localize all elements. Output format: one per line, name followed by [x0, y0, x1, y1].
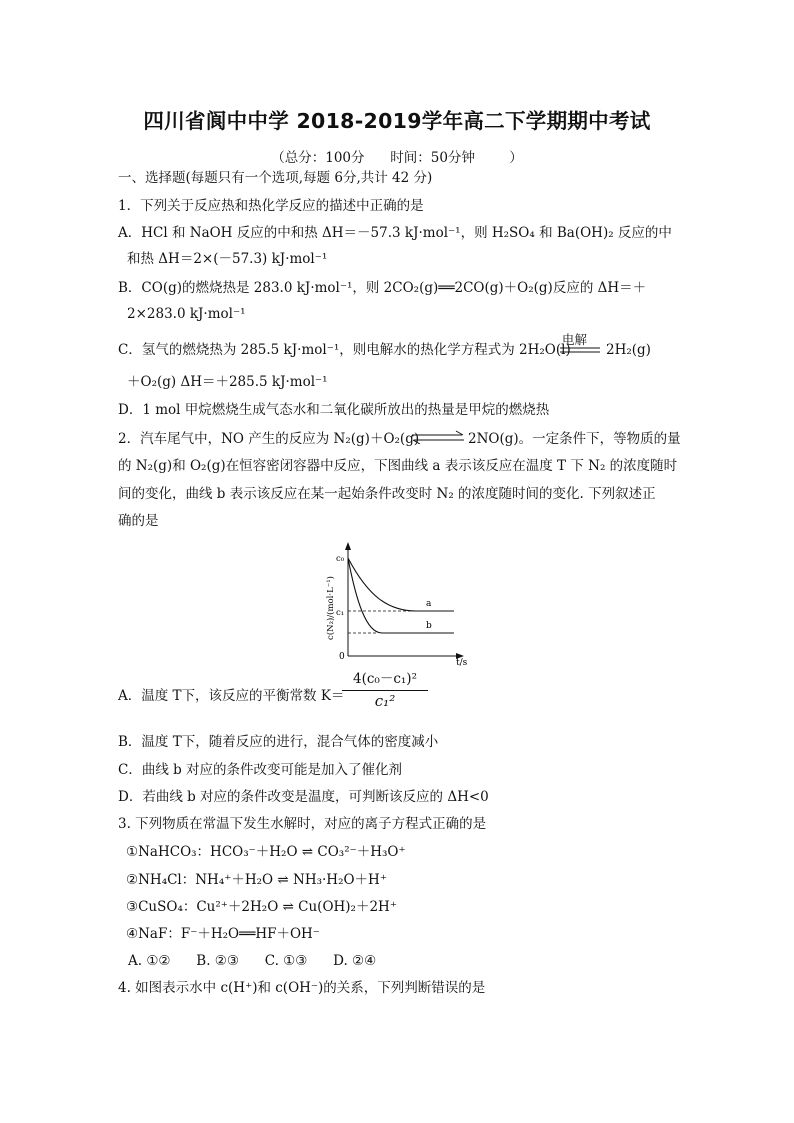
q3-item-4: ④NaF：F⁻＋H₂O══HF＋OH⁻ — [126, 926, 320, 942]
y-tick-c0: c₀ — [336, 554, 345, 564]
section-heading: 一、选择题(每题只有一个选项,每题 6分,共计 42 分) — [118, 170, 433, 186]
q1-option-a-line1: A．HCl 和 NaOH 反应的中和热 ΔH＝－57.3 kJ·mol⁻¹，则 H₂SO₄ 和 Ba(OH)₂ 反应的中 — [118, 225, 672, 241]
q3-choices: A. ①② B. ②③ C. ①③ D. ②④ — [128, 953, 377, 969]
y-axis-arrow-icon — [345, 542, 351, 550]
q2-line1-end: 2NO(g)。一定条件下，等物质的量 — [468, 431, 681, 447]
q1-option-c-line1: C．氢气的燃烧热为 285.5 kJ·mol⁻¹，则电解水的热化学方程式为 2H₂O(l) — [118, 342, 571, 358]
q2-option-d: D．若曲线 b 对应的条件改变是温度，可判断该反应的 ΔH<0 — [118, 789, 489, 805]
q3-item-3: ③CuSO₄：Cu²⁺＋2H₂O ⇌ Cu(OH)₂＋2H⁺ — [126, 899, 397, 915]
q2-line3: 间的变化，曲线 b 表示该反应在某一起始条件改变时 N₂ 的浓度随时间的变化. 下列叙述正 — [118, 486, 656, 502]
electrolysis-equal-sign — [558, 346, 602, 354]
q2-line2: 的 N₂(g)和 O₂(g)在恒容密闭容器中反应，下图曲线 a 表示该反应在温度 T 下 N₂ 的浓度随时 — [118, 458, 678, 474]
q1-stem: 1．下列关于反应热和热化学反应的描述中正确的是 — [118, 198, 424, 214]
electrolysis-label: 电解 — [562, 332, 588, 347]
x-axis-label: t/s — [456, 658, 468, 668]
q2-line4: 确的是 — [118, 513, 159, 529]
q3-stem: 3. 下列物质在常温下发生水解时，对应的离子方程式正确的是 — [118, 816, 487, 832]
fraction-numerator: 4(c₀－c₁)² — [353, 671, 417, 687]
fraction-denominator: c₁² — [374, 692, 396, 710]
curve-b — [348, 558, 454, 633]
q2-line1: 2．汽车尾气中，NO 产生的反应为 N₂(g)＋O₂(g) — [118, 431, 420, 447]
y-tick-c1: c₁ — [336, 608, 345, 618]
curve-a — [348, 558, 454, 611]
q1-option-b-line2: 2×283.0 kJ·mol⁻¹ — [127, 306, 246, 322]
origin-label: 0 — [339, 652, 345, 662]
q3-item-2: ②NH₄Cl：NH₄⁺＋H₂O ⇌ NH₃·H₂O＋H⁺ — [126, 872, 387, 888]
series-label-b: b — [426, 621, 432, 631]
y-axis-label: c(N₂)/(mol·L⁻¹) — [326, 576, 336, 640]
q2-option-c: C．曲线 b 对应的条件改变可能是加入了催化剂 — [118, 762, 403, 778]
n2-concentration-chart — [316, 538, 476, 668]
q2-option-a-prefix: A．温度 T下，该反应的平衡常数 K＝ — [118, 688, 345, 704]
q1-option-d: D．1 mol 甲烷燃烧生成气态水和二氧化碳所放出的热量是甲烷的燃烧热 — [118, 402, 550, 418]
q1-option-c-products: 2H₂(g) — [606, 342, 651, 358]
q1-option-b-line1: B．CO(g)的燃烧热是 283.0 kJ·mol⁻¹，则 2CO₂(g)══2CO(g)＋O₂(g)反应的 ΔH＝＋ — [118, 280, 647, 296]
page-title: 四川省阆中中学 2018-2019学年高二下学期期中考试 — [143, 109, 651, 133]
equilibrium-arrow-icon — [410, 430, 466, 444]
exam-info: （总分：100分 时间：50分钟 ） — [271, 150, 523, 166]
series-label-a: a — [426, 599, 432, 609]
q3-item-1: ①NaHCO₃：HCO₃⁻＋H₂O ⇌ CO₃²⁻＋H₃O⁺ — [126, 844, 406, 860]
q1-option-a-line2: 和热 ΔH＝2×(－57.3) kJ·mol⁻¹ — [127, 251, 328, 267]
equilibrium-constant-fraction — [340, 670, 430, 711]
q4-stem: 4. 如图表示水中 c(H⁺)和 c(OH⁻)的关系，下列判断错误的是 — [118, 980, 486, 996]
q1-option-c-line2: ＋O₂(g) ΔH＝＋285.5 kJ·mol⁻¹ — [127, 374, 328, 390]
q2-option-b: B．温度 T下，随着反应的进行，混合气体的密度减小 — [118, 734, 439, 750]
